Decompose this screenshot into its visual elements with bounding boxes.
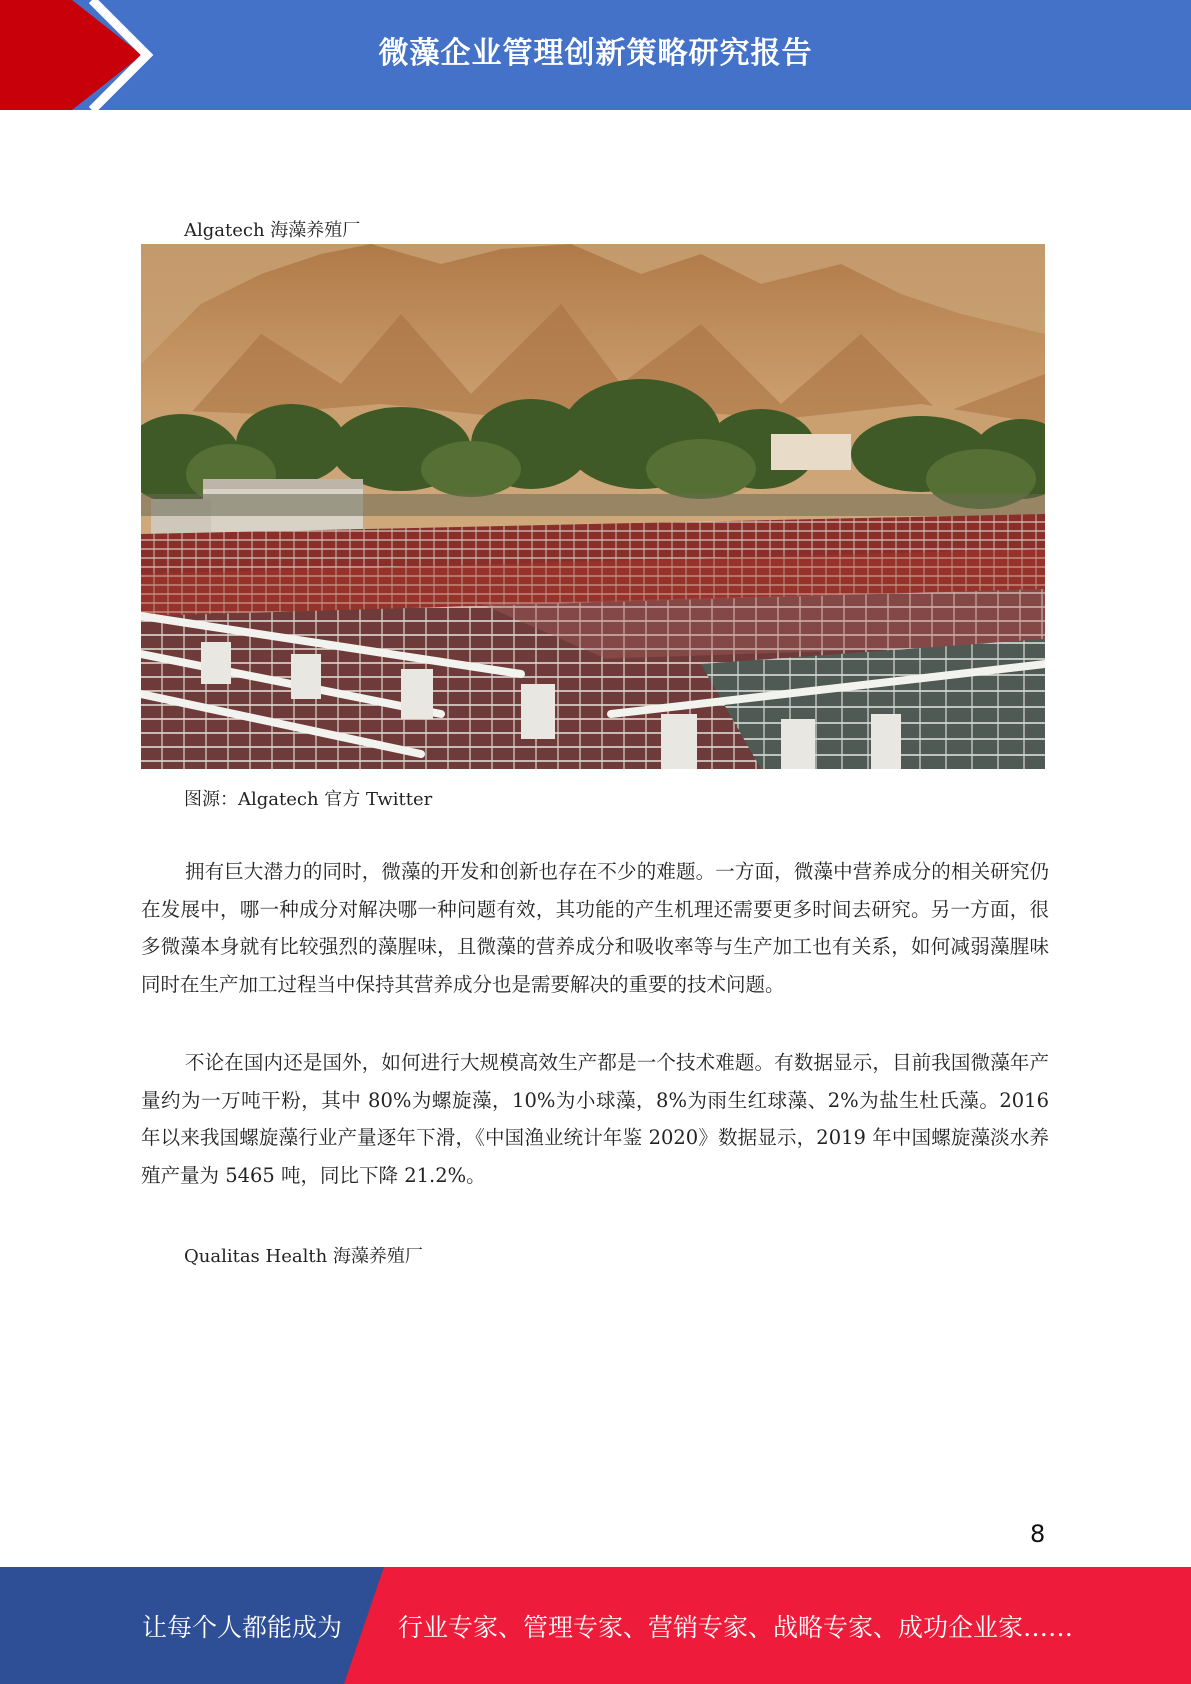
body-paragraph: 拥有巨大潜力的同时，微藻的开发和创新也存在不少的难题。一方面，微藻中营养成分的相关研究仍在发展中，哪一种成分对解决哪一种问题有效，其功能的产生机理还需要更多时间去研究。另一方面，很多微藻本身就有比较强烈的藻腥味，且微藻的营养成分和吸收率等与生产加工也有关系，如何减弱藻腥味同时在生产加工过程当中保持其营养成分也是需要解决的重要的技术问题。 <box>141 860 1049 996</box>
algae-farm-illustration <box>141 244 1045 769</box>
page-footer <box>0 1567 1191 1684</box>
algae-farm-photo <box>141 244 1045 769</box>
body-paragraph: 不论在国内还是国外，如何进行大规模高效生产都是一个技术难题。有数据显示，目前我国微藻年产量约为一万吨干粉，其中 80%为螺旋藻，10%为小球藻，8%为雨生红球藻、2%为盐生杜氏藻。2016 年以来我国螺旋藻行业产量逐年下滑，《中国渔业统计年鉴 2020》数据显示，2019 年中国螺旋藻淡水养殖产量为 5465 吨，同比下降 21.2%。 <box>141 1051 1049 1187</box>
page-header <box>0 0 1191 110</box>
footer-slogan-right: 行业专家、管理专家、营销专家、战略专家、成功企业家…… <box>398 1613 1074 1642</box>
figure-source: 图源：Algatech 官方 Twitter <box>184 789 433 810</box>
figure-caption: Qualitas Health 海藻养殖厂 <box>184 1246 423 1267</box>
figure-caption: Algatech 海藻养殖厂 <box>184 220 361 241</box>
report-title: 微藻企业管理创新策略研究报告 <box>378 36 813 71</box>
page-number: 8 <box>1030 1520 1046 1548</box>
footer-slogan-left: 让每个人都能成为 <box>142 1613 343 1642</box>
